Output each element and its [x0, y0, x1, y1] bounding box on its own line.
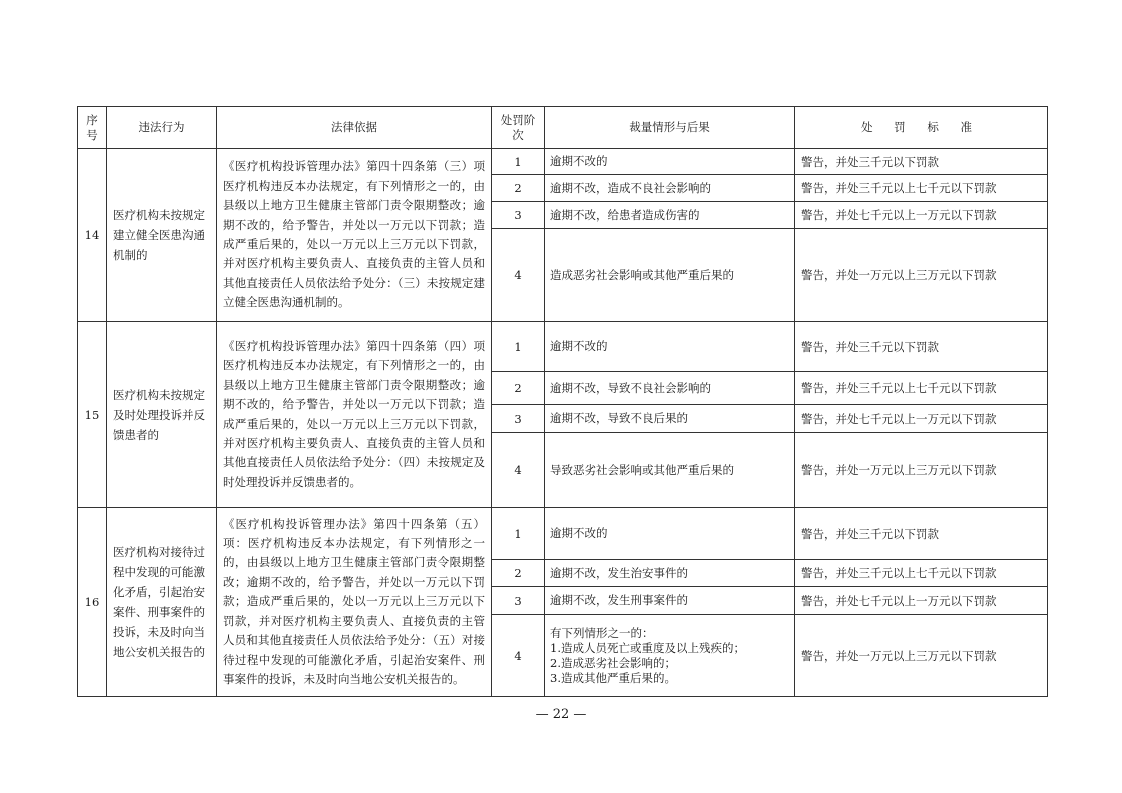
- penalty-level: 4: [492, 229, 545, 322]
- penalty-standard: 警告，并处七千元以上一万元以下罚款: [795, 202, 1048, 229]
- penalty-level: 4: [492, 433, 545, 508]
- penalty-standard: 警告，并处三千元以下罚款: [795, 322, 1048, 372]
- circumstance: 逾期不改，发生刑事案件的: [545, 587, 795, 615]
- legal-basis-cell-15: 《医疗机构投诉管理办法》第四十四条第（四）项 医疗机构违反本办法规定，有下列情形之一的，由县级以上地方卫生健康主管部门责令限期整改；逾期不改的，给予警告，并处以一万元以下罚款；造成严重后果的，处以一万元以上三万元以下罚款，并对医疗机构主要负责人、直接负责的主管人员和其他直接责任人员依法给予处分：（四）未按规定及时处理投诉并反馈患者的。: [217, 322, 492, 508]
- serial-number-16: 16: [78, 508, 107, 697]
- penalty-standard: 警告，并处七千元以上一万元以下罚款: [795, 587, 1048, 615]
- violation-cell-16: 医疗机构对接待过程中发现的可能激化矛盾，引起治安案件、刑事案件的投诉，未及时向当地公安机关报告的: [107, 508, 217, 697]
- circumstance: 逾期不改的: [545, 322, 795, 372]
- circumstance: 导致恶劣社会影响或其他严重后果的: [545, 433, 795, 508]
- circumstance: 造成恶劣社会影响或其他严重后果的: [545, 229, 795, 322]
- header-violation: 违法行为: [107, 107, 217, 149]
- penalty-standard: 警告，并处三千元以下罚款: [795, 508, 1048, 560]
- serial-number-14: 14: [78, 149, 107, 322]
- penalty-level: 4: [492, 615, 545, 697]
- penalty-level: 1: [492, 149, 545, 175]
- circumstance-line: 1.造成人员死亡或重度及以上残疾的；: [550, 640, 745, 655]
- serial-number-15: 15: [78, 322, 107, 508]
- penalty-standard: 警告，并处三千元以上七千元以下罚款: [795, 175, 1048, 202]
- circumstance-line: 2.造成恶劣社会影响的；: [550, 655, 676, 670]
- circumstance: 逾期不改，导致不良社会影响的: [545, 372, 795, 405]
- circumstance: 逾期不改的: [545, 508, 795, 560]
- circumstance-line: 3.造成其他严重后果的。: [550, 670, 676, 685]
- penalty-standard: 警告，并处一万元以上三万元以下罚款: [795, 229, 1048, 322]
- header-legal-basis: 法律依据: [217, 107, 492, 149]
- violation-cell-15: 医疗机构未按规定及时处理投诉并反馈患者的: [107, 322, 217, 508]
- penalty-standard: 警告，并处三千元以上七千元以下罚款: [795, 372, 1048, 405]
- penalty-level: 3: [492, 587, 545, 615]
- penalty-standard: 警告，并处三千元以上七千元以下罚款: [795, 560, 1048, 587]
- penalty-level: 3: [492, 405, 545, 433]
- header-serial-number: 序号: [78, 107, 107, 149]
- header-row: [78, 107, 1048, 149]
- violation-cell-14: 医疗机构未按规定建立健全医患沟通机制的: [107, 149, 217, 322]
- penalty-standard-table: [77, 106, 1048, 697]
- penalty-level: 1: [492, 508, 545, 560]
- circumstance: 逾期不改，给患者造成伤害的: [545, 202, 795, 229]
- penalty-level: 2: [492, 372, 545, 405]
- header-penalty-level: 处罚阶次: [492, 107, 545, 149]
- penalty-standard: 警告，并处一万元以上三万元以下罚款: [795, 433, 1048, 508]
- legal-basis-cell-14: 《医疗机构投诉管理办法》第四十四条第（三）项 医疗机构违反本办法规定，有下列情形之一的，由县级以上地方卫生健康主管部门责令限期整改；逾期不改的，给予警告，并处以一万元以下罚款；造成严重后果的，处以一万元以上三万元以下罚款，并对医疗机构主要负责人、直接负责的主管人员和其他直接责任人员依法给予处分：（三）未按规定建立健全医患沟通机制的。: [217, 149, 492, 322]
- page-number: — 22 —: [535, 707, 587, 722]
- penalty-level: 2: [492, 560, 545, 587]
- circumstance: 逾期不改的: [545, 149, 795, 175]
- circumstance: 逾期不改，造成不良社会影响的: [545, 175, 795, 202]
- penalty-level: 1: [492, 322, 545, 372]
- header-circumstance: 裁量情形与后果: [545, 107, 795, 149]
- table-row: [78, 508, 1048, 560]
- table-row: [78, 149, 1048, 175]
- penalty-standard: 警告，并处七千元以上一万元以下罚款: [795, 405, 1048, 433]
- circumstance-line: 有下列情形之一的：: [550, 625, 654, 640]
- circumstance-list: [545, 615, 795, 697]
- header-penalty-standard: 处 罚 标 准: [795, 107, 1048, 149]
- circumstance: 逾期不改，导致不良后果的: [545, 405, 795, 433]
- penalty-standard: 警告，并处一万元以上三万元以下罚款: [795, 615, 1048, 697]
- penalty-level: 3: [492, 202, 545, 229]
- circumstance: 逾期不改，发生治安事件的: [545, 560, 795, 587]
- penalty-standard: 警告，并处三千元以下罚款: [795, 149, 1048, 175]
- legal-basis-cell-16: 《医疗机构投诉管理办法》第四十四条第（五）项：医疗机构违反本办法规定，有下列情形之一的，由县级以上地方卫生健康主管部门责令限期整改；逾期不改的，给予警告，并处以一万元以下罚款；造成严重后果的，处以一万元以上三万元以下罚款，并对医疗机构主要负责人、直接负责的主管人员和其他直接责任人员依法给予处分：（五）对接待过程中发现的可能激化矛盾，引起治安案件、刑事案件的投诉，未及时向当地公安机关报告的。: [217, 508, 492, 697]
- penalty-level: 2: [492, 175, 545, 202]
- table-row: [78, 322, 1048, 372]
